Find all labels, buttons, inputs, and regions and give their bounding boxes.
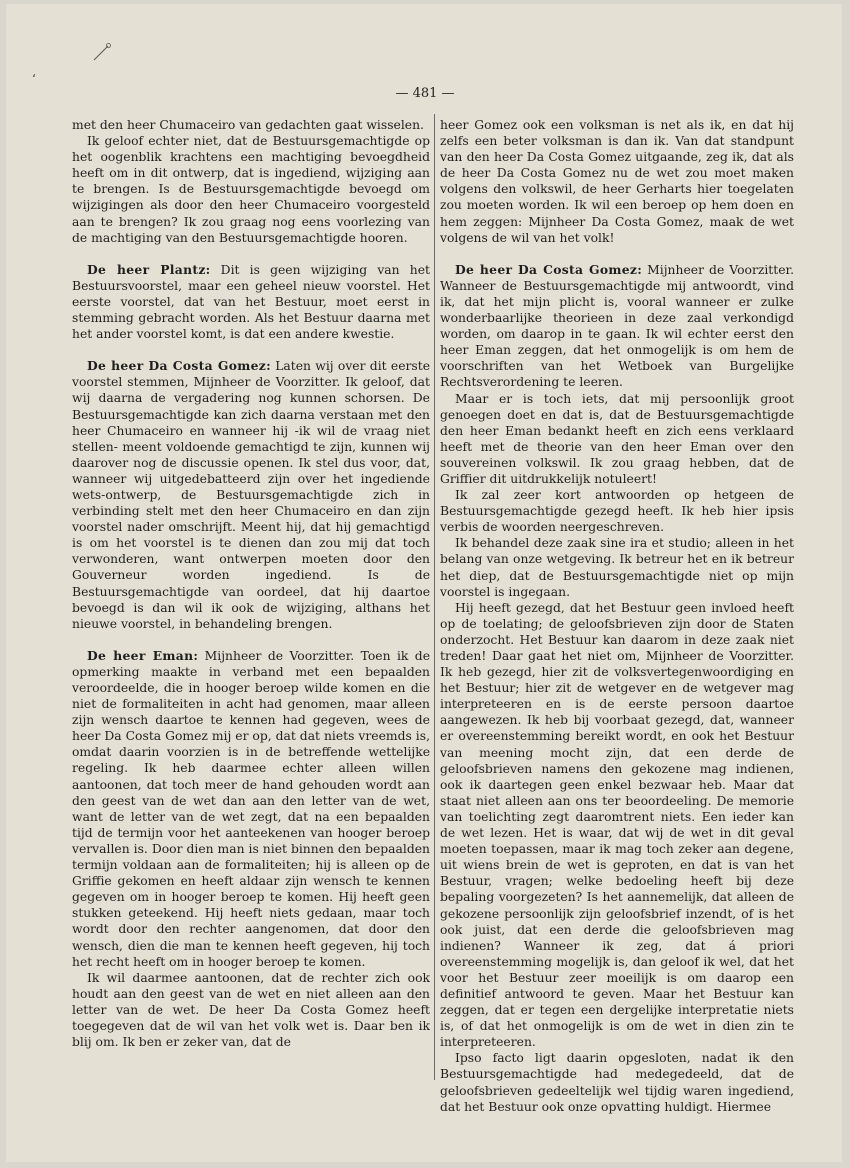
pencil-mark-icon xyxy=(92,42,112,62)
paragraph xyxy=(72,970,430,1050)
paragraph-text: met den heer Chumaceiro van gedachten gaat wisselen. xyxy=(72,118,424,132)
paragraph-text: Mijnheer de Voorzitter. Wanneer de Bestuursgemachtigde mij antwoordt, vind ik, dat het mijn plicht is, vooral wanneer er zulke wonderbaarlijke theorieen in deze zaal verkondigd worden, om daarop in te gaan. Ik wil echter eerst den heer Eman zeggen, dat het onmogelijk is om hem de voorschriften van het Wetboek van Burgelijke Rechtsverordening te leeren. xyxy=(440,262,794,390)
paragraph-text: Ik geloof echter niet, dat de Bestuursgemachtigde op het oogenblik krachtens een machtiging bevoegdheid heeft om in dit ontwerp, dat is ingediend, wijziging aan te brengen. Is de Bestuursgemachtigde bevoegd om wijzigingen als door den heer Chumaceiro voorgesteld aan te brengen? Ik zou graag nog eens voorlezing van de machtiging van den Bestuursgemachtigde hooren. xyxy=(72,134,430,245)
paragraph xyxy=(72,358,430,632)
paragraph xyxy=(72,648,430,970)
paragraph-text: Ik wil daarmee aantoonen, dat de rechter zich ook houdt aan den geest van de wet en niet alleen aan den letter van de wet. De heer Da Costa Gomez heeft toegegeven dat de wil van het volk wet is. Daar ben ik blij om. Ik ben er zeker van, dat de xyxy=(72,970,430,1050)
left-column xyxy=(72,117,430,1050)
speaker-name: De heer Plantz: xyxy=(87,261,211,277)
paragraph-text: heer Gomez ook een volksman is net als ik, en dat hij zelfs een beter volksman is dan ik. Van dat standpunt van den heer Da Costa Gomez uitgaande, zeg ik, dat als de heer Da Costa Gomez nu de wet zou moet maken volgens den volkswil, de heer Gerharts hier toegelaten zou moeten worden. Ik wil een beroep op hem doen en hem zeggen: Mijnheer Da Costa Gomez, maak de wet volgens de wil van het volk! xyxy=(440,118,794,245)
paragraph xyxy=(440,1050,794,1114)
paragraph-text: Ik zal zeer kort antwoorden op hetgeen de Bestuursgemachtigde gezegd heeft. Ik heb hier ipsis verbis de woorden neergeschreven. xyxy=(440,488,794,535)
speaker-name: De heer Da Costa Gomez: xyxy=(455,261,643,277)
paragraph xyxy=(440,117,794,246)
page-number: — 481 — xyxy=(395,86,455,101)
paragraph-text: Dit is geen wijziging van het Bestuursvoorstel, maar een geheel nieuw voorstel. Het eerste voorstel, dat van het Bestuur, moet eerst in stemming gebracht worden. Als het Bestuur daarna met het ander voorstel komt, is dat een andere kwestie. xyxy=(72,262,430,342)
column-divider xyxy=(434,114,435,1080)
paragraph xyxy=(440,487,794,535)
paragraph xyxy=(440,535,794,599)
paragraph xyxy=(72,262,430,342)
paragraph-text: Maar er is toch iets, dat mij persoonlijk groot genoegen doet en dat is, dat de Bestuursgemachtigde den heer Eman bedankt heeft en zich eens verklaard heeft met de theorie van den heer Eman over den souvereinen volkswil. Ik zou graag hebben, dat de Griffier dit uitdrukkelijk notuleert! xyxy=(440,391,794,486)
speaker-name: De heer Eman: xyxy=(87,647,199,663)
paragraph xyxy=(440,391,794,488)
paragraph-text: Mijnheer de Voorzitter. Toen ik de opmerking maakte in verband met een bepaalden veroordeelde, die in hooger beroep wilde komen en die niet de formaliteiten in acht had genomen, maar alleen zijn wensch daartoe te kennen had gegeven, wees de heer Da Costa Gomez mij er op, dat dat niets vreemds is, omdat daarin voorzien is in de betreffende wettelijke regeling. Ik heb daarmee echter alleen willen aantoonen, dat toch meer de hand gehouden wordt aan den geest van de wet dan aan den letter van de wet, want de letter van de wet zegt, dat na een bepaalden tijd de termijn voor het aanteekenen van hooger beroep vervallen is. Door dien man is niet binnen den bepaalden termijn voldaan aan de formaliteiten; hij is alleen op de Griffie gekomen en heeft aldaar zijn wensch te kennen gegeven om in hooger beroep te komen. Hij heeft geen stukken geteekend. Hij heeft niets gedaan, maar toch wordt door den rechter aangenomen, dat door den wensch, dien die man te kennen heeft gegeven, hij toch het recht heeft om in hooger beroep te komen. xyxy=(72,648,430,969)
speaker-name: De heer Da Costa Gomez: xyxy=(87,358,271,374)
paragraph xyxy=(440,600,794,1051)
paragraph xyxy=(72,117,430,133)
paragraph-text: Laten wij over dit eerste voorstel stemmen, Mijnheer de Voorzitter. Ik geloof, dat wij daarna de vergadering nog kunnen schorsen. De Bestuursgemachtigde kan zich daarna verstaan met den heer Chumaceiro en wanneer hij -ik wil de vraag niet stellen- meent voldoende gemachtigd te zijn, kunnen wij daarover nog de discussie openen. Ik stel dus voor, dat, wanneer wij uitgedebatteerd zijn over het ingediende wets-ontwerp, de Bestuursgemachtigde zich in verbinding stelt met den heer Chumaceiro en dan zijn voorstel nader omschrijft. Meent hij, dat hij gemachtigd is om het voorstel is te dienen dan zou mij dat toch verwonderen, want ontwerpen moeten door den Gouverneur worden ingediend. Is de Bestuursgemachtigde van oordeel, dat hij daartoe bevoegd is dan wil ik ook de wijziging, althans het nieuwe voorstel, in behandeling brengen. xyxy=(72,359,430,631)
paragraph xyxy=(440,262,794,391)
right-column xyxy=(440,117,794,1115)
tick-mark-icon: ‘ xyxy=(32,72,36,86)
paragraph-text: Ik behandel deze zaak sine ira et studio; alleen in het belang van onze wetgeving. Ik betreur het en ik betreur het diep, dat de Bestuursgemachtigde niet op mijn voorstel is ingegaan. xyxy=(440,536,794,599)
paragraph-text: Hij heeft gezegd, dat het Bestuur geen invloed heeft op de toelating; de geloofsbrieven zijn door de Staten onderzocht. Het Bestuur kan daarom in deze zaak niet treden! Daar gaat het niet om, Mijnheer de Voorzitter. Ik heb gezegd, hier zit de volksvertegenwoordiging en het Bestuur; hier zit de wetgever en de wetgever mag interpreteeren en is de eerste persoon daartoe aangewezen. Ik heb bij voorbaat gezegd, dat, wanneer er overeenstemming bereikt wordt, en ook het Bestuur van meening mocht zijn, dat een derde de geloofsbrieven namens den gekozene mag indienen, ook ik daartegen geen enkel bezwaar heb. Maar dat staat niet alleen aan ons ter beoordeeling. De memorie van toelichting zegt daaromtrent niets. Een ieder kan de wet lezen. Het is waar, dat wij de wet in dit geval moeten toepassen, maar ik mag toch zeker aan degene, uit wiens brein de wet is geproten, en dat is van het Bestuur, vragen; welke bedoeling heeft bij deze bepaling voorgezeten? Is het aannemelijk, dat alleen de gekozene persoonlijk zijn geloofsbrief inzendt, of is het ook juist, dat een derde die geloofsbrieven mag indienen? Wanneer ik zeg, dat á priori overeenstemming mogelijk is, dan geloof ik wel, dat het voor het Bestuur zeer moeilijk is om daarop een definitief antwoord te geven. Maar het Bestuur kan zeggen, dat er tegen een dergelijke interpretatie niets is, of dat het onmogelijk is om de wet in dien zin te interpreteeren. xyxy=(440,600,794,1050)
paragraph-text: Ipso facto ligt daarin opgesloten, nadat ik den Bestuursgemachtigde had medegedeeld, dat de geloofsbrieven gedeeltelijk wel tijdig waren ingediend, dat het Bestuur ook onze opvatting huldigt. Hiermee xyxy=(440,1051,794,1114)
paragraph xyxy=(72,133,430,246)
